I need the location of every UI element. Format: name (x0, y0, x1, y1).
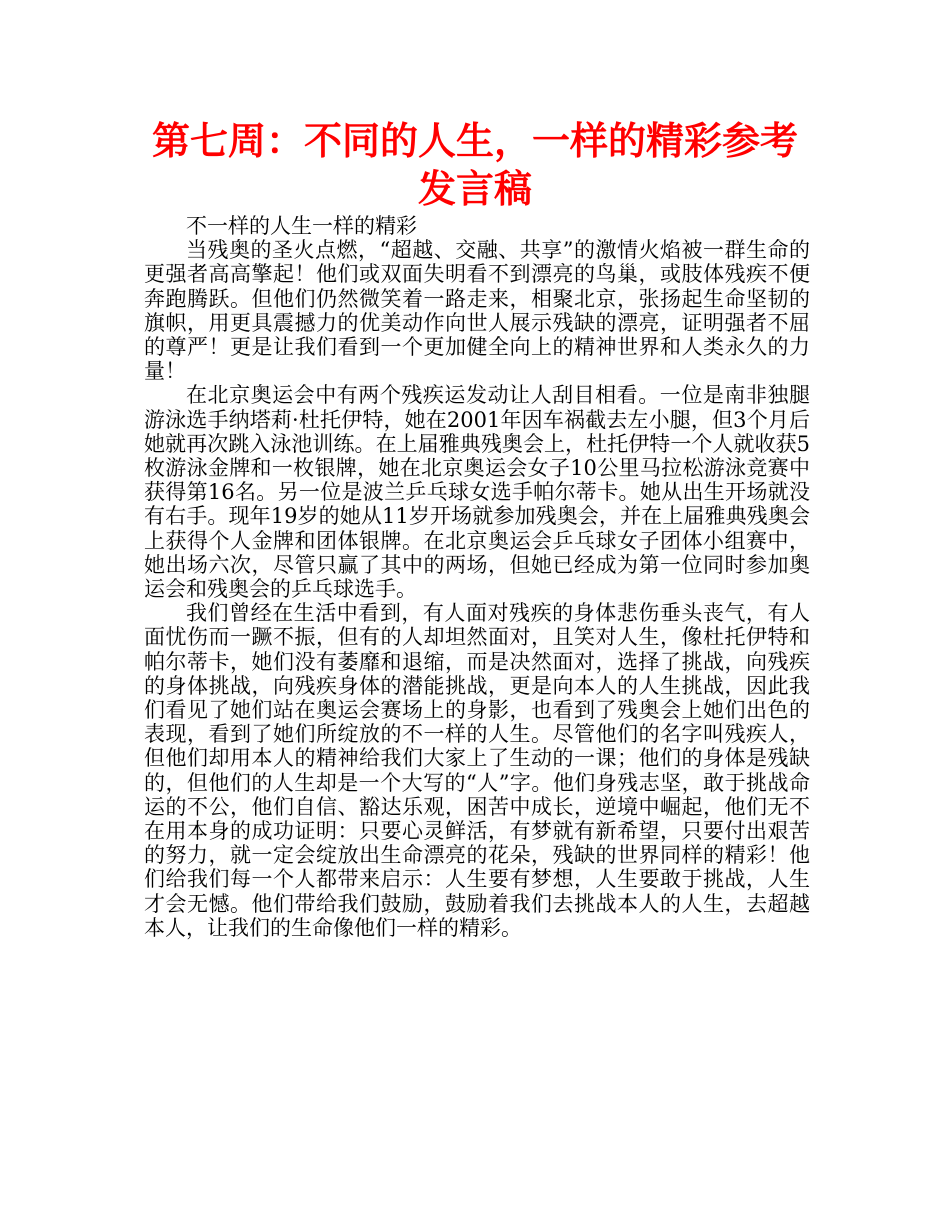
body-paragraph-2: 在北京奥运会中有两个残疾运发动让人刮目相看。一位是南非独腿游泳选手纳塔莉·杜托伊特，她在2001年因车祸截去左小腿，但3个月后她就再次跳入泳池训练。在上届雅典残奥会上，杜托伊特一个人就收获5枚游泳金牌和一枚银牌，她在北京奥运会女子10公里马拉松游泳竞赛中获得第16名。另一位是波兰乒乓球女选手帕尔蒂卡。她从出生开场就没有右手。现年19岁的她从11岁开场就参加残奥会，并在上届雅典残奥会上获得个人金牌和团体银牌。在北京奥运会乒乓球女子团体小组赛中，她出场六次，尽管只赢了其中的两场，但她已经成为第一位同时参加奥运会和残奥会的乒乓球选手。 (144, 383, 810, 602)
body-paragraph-1: 当残奥的圣火点燃，“超越、交融、共享”的激情火焰被一群生命的更强者高高擎起！他们或双面失明看不到漂亮的鸟巢，或肢体残疾不便奔跑腾跃。但他们仍然微笑着一路走来，相聚北京，张扬起生命坚韧的旗帜，用更具震撼力的优美动作向世人展示残缺的漂亮，证明强者不屈的尊严！更是让我们看到一个更加健全向上的精神世界和人类永久的力量！ (144, 238, 810, 384)
document-title: 第七周：不同的人生，一样的精彩参考发言稿 (151, 119, 798, 211)
body-paragraph-3: 我们曾经在生活中看到，有人面对残疾的身体悲伤垂头丧气，有人面忧伤而一蹶不振，但有的人却坦然面对，且笑对人生，像杜托伊特和帕尔蒂卡，她们没有萎靡和退缩，而是决然面对，选择了挑战，向残疾的身体挑战，向残疾身体的潜能挑战，更是向本人的人生挑战，因此我们看见了她们站在奥运会赛场上的身影，也看到了残奥会上她们出色的表现，看到了她们所绽放的不一样的人生。尽管他们的名字叫残疾人，但他们却用本人的精神给我们大家上了生动的一课；他们的身体是残缺的，但他们的人生却是一个大写的“人”字。他们身残志坚，敢于挑战命运的不公，他们自信、豁达乐观，困苦中成长，逆境中崛起，他们无不在用本身的成功证明：只要心灵鲜活，有梦就有新希望，只要付出艰苦的努力，就一定会绽放出生命漂亮的花朵，残缺的世界同样的精彩！他们给我们每一个人都带来启示：人生要有梦想，人生要敢于挑战，人生才会无憾。他们带给我们鼓励，鼓励着我们去挑战本人的人生，去超越本人，让我们的生命像他们一样的精彩。 (144, 601, 810, 940)
document-subtitle: 不一样的人生一样的精彩 (186, 214, 417, 238)
document-body (144, 214, 810, 940)
